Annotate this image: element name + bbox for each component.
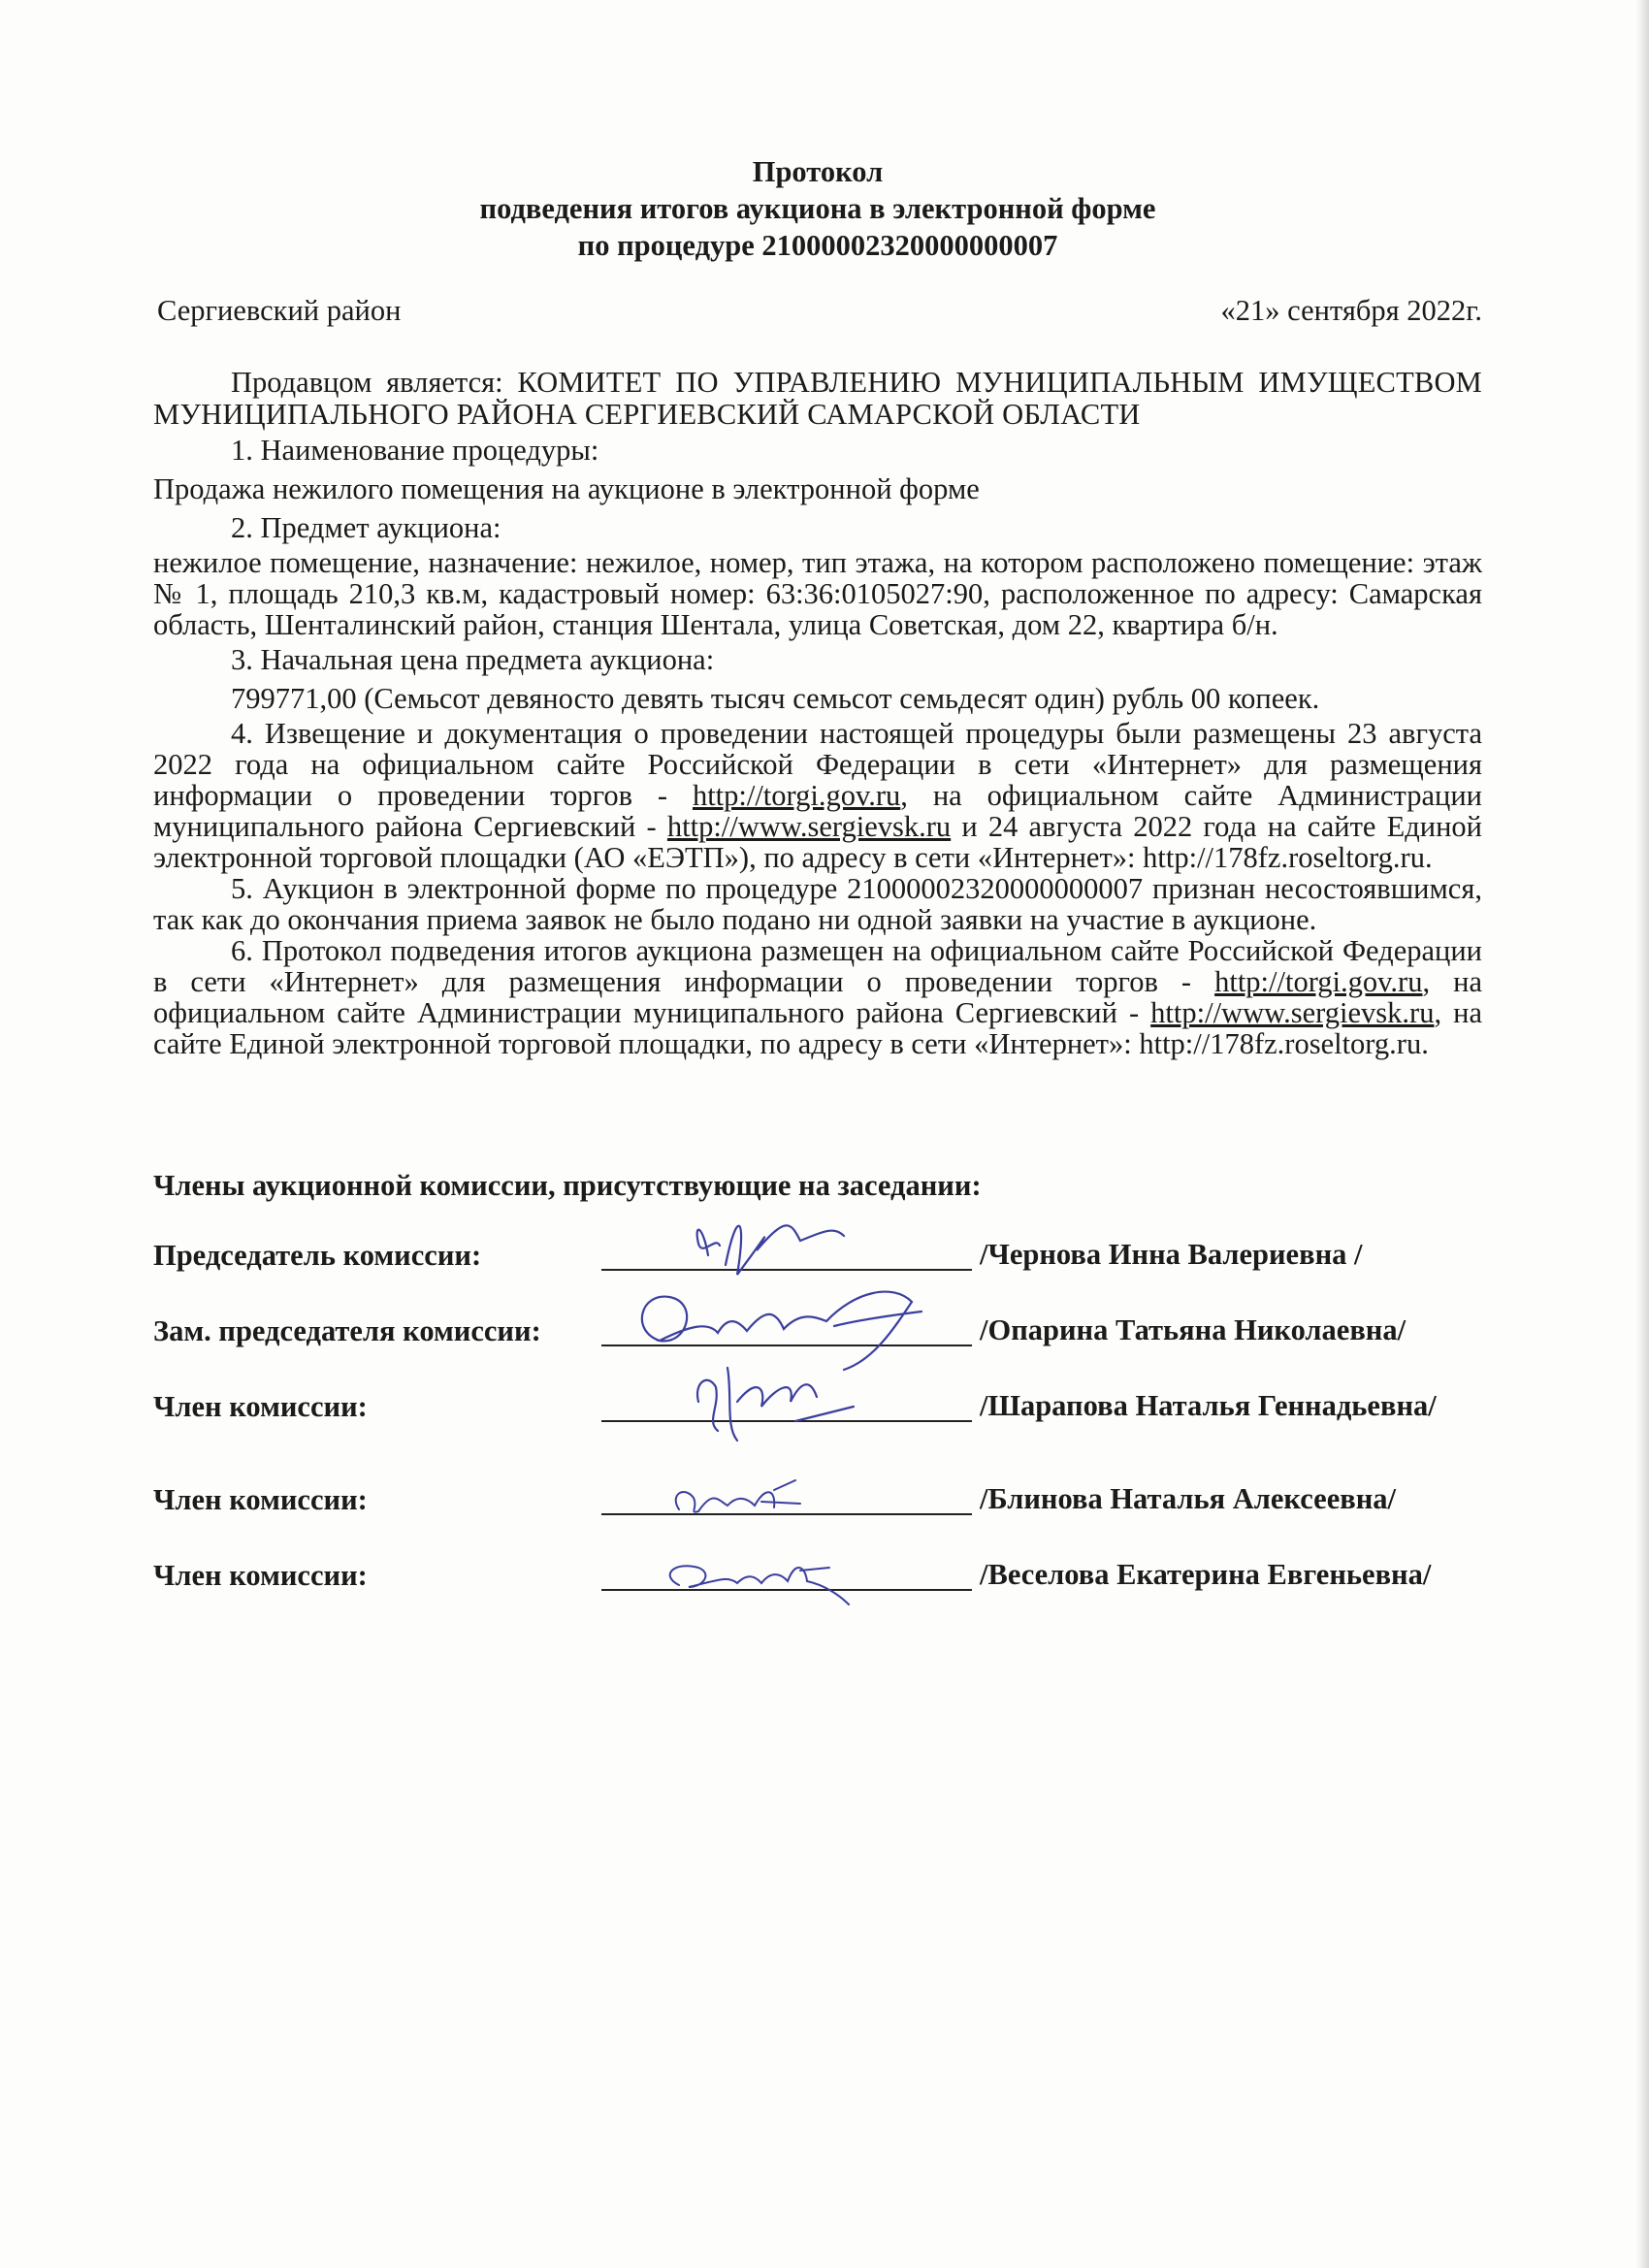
document-title — [153, 153, 1482, 264]
member-name: /Веселова Екатерина Евгеньевна/ — [980, 1558, 1432, 1591]
member-role: Член комиссии: — [153, 1559, 368, 1592]
signature-table — [153, 1236, 1482, 1632]
handwritten-signature — [601, 1197, 972, 1304]
title-line-2: подведения итогов аукциона в электронной форме — [479, 192, 1156, 225]
section-6-text-c: , на сайте Единой электронной торговой площадки, по адресу в сети «Интернет»: http://178fz.roseltorg.ru. — [153, 996, 1482, 1060]
section-6-paragraph — [153, 935, 1482, 1059]
scan-edge-shadow — [1635, 0, 1649, 2268]
member-name: /Блинова Наталья Алексеевна/ — [980, 1482, 1396, 1515]
section-3-heading: 3. Начальная цена предмета аукциона: — [231, 643, 715, 676]
protocol-document — [153, 153, 1482, 1632]
signature-line — [601, 1269, 972, 1271]
place: Сергиевский район — [157, 294, 402, 327]
signature-row-member-1 — [153, 1387, 1482, 1480]
section-4-text-c: и 24 августа 2022 года на сайте Единой электронной торговой площадки (АО «ЕЭТП»), по адресу в сети «Интернет»: http://178fz.roseltorg.ru. — [153, 810, 1482, 874]
signature-line — [601, 1589, 972, 1591]
section-4-paragraph — [153, 718, 1482, 873]
member-role: Зам. председателя комиссии: — [153, 1314, 541, 1347]
torgi-link[interactable]: http://torgi.gov.ru — [692, 779, 901, 812]
signature-row-member-2 — [153, 1480, 1482, 1556]
section-5-paragraph: 5. Аукцион в электронной форме по процедуре 21000002320000000007 признан несостоявшимся, так как до окончания приема заявок не было подано ни одной заявки на участие в аукционе. — [153, 872, 1482, 936]
seller-name: КОМИТЕТ ПО УПРАВЛЕНИЮ МУНИЦИПАЛЬНЫМ ИМУЩЕСТВОМ МУНИЦИПАЛЬНОГО РАЙОНА СЕРГИЕВСКИЙ САМАРСКОЙ ОБЛАСТИ — [153, 366, 1482, 431]
section-3-text: 799771,00 (Семьсот девяносто девять тысяч семьсот семьдесят один) рубль 00 копеек. — [231, 682, 1320, 715]
seller-paragraph — [153, 367, 1482, 431]
signature-row-deputy — [153, 1312, 1482, 1387]
section-6-text-b: , на официальном сайте Администрации муниципального района Сергиевский - — [153, 965, 1482, 1029]
place-date-row — [153, 291, 1482, 330]
signature-line — [601, 1345, 972, 1346]
section-2-text: нежилое помещение, назначение: нежилое, номер, тип этажа, на котором расположено помещение: этаж № 1, площадь 210,3 кв.м, кадастровый номер: 63:36:0105027:90, расположенное по адресу: Самарская область, Шенталинский район, станция Шентала, улица Советская, дом 22, квартира б/н. — [153, 546, 1482, 641]
section-4-text-b: , на официальном сайте Администрации муниципального района Сергиевский - — [153, 779, 1482, 843]
member-name: /Опарина Татьяна Николаевна/ — [980, 1313, 1406, 1346]
section-6-text-a: 6. Протокол подведения итогов аукциона размещен на официальном сайте Российской Федерации в сети «Интернет» для размещения информации о проведении торгов - — [153, 934, 1482, 998]
title-line-3: по процедуре 21000002320000000007 — [577, 229, 1058, 262]
member-role: Член комиссии: — [153, 1390, 368, 1423]
document-date: «21» сентября 2022г. — [1220, 294, 1482, 327]
title-line-1: Протокол — [752, 155, 884, 188]
section-2-heading: 2. Предмет аукциона: — [231, 511, 501, 544]
signature-row-member-3 — [153, 1556, 1482, 1632]
section-1-text: Продажа нежилого помещения на аукционе в электронной форме — [153, 472, 980, 505]
section-1-heading: 1. Наименование процедуры: — [231, 434, 599, 467]
torgi-link-2[interactable]: http://torgi.gov.ru — [1214, 965, 1423, 998]
seller-lead: Продавцом является: — [231, 366, 518, 399]
member-name: /Шарапова Наталья Геннадьевна/ — [980, 1389, 1437, 1422]
signature-row-chairman — [153, 1236, 1482, 1312]
member-name: /Чернова Инна Валериевна / — [980, 1238, 1363, 1271]
section-4-text-a: 4. Извещение и документация о проведении настоящей процедуры были размещены 23 августа 2022 года на официальном сайте Российской Федерации в сети «Интернет» для размещения информации о проведении торгов - — [153, 717, 1482, 812]
sergievsk-link[interactable]: http://www.sergievsk.ru — [666, 810, 952, 843]
sergievsk-link-2[interactable]: http://www.sergievsk.ru — [1150, 996, 1435, 1029]
member-role: Член комиссии: — [153, 1483, 368, 1516]
member-role: Председатель комиссии: — [153, 1239, 482, 1272]
signature-line — [601, 1420, 972, 1422]
commission-title: Члены аукционной комиссии, присутствующие на заседании: — [153, 1169, 982, 1202]
signature-line — [601, 1513, 972, 1515]
